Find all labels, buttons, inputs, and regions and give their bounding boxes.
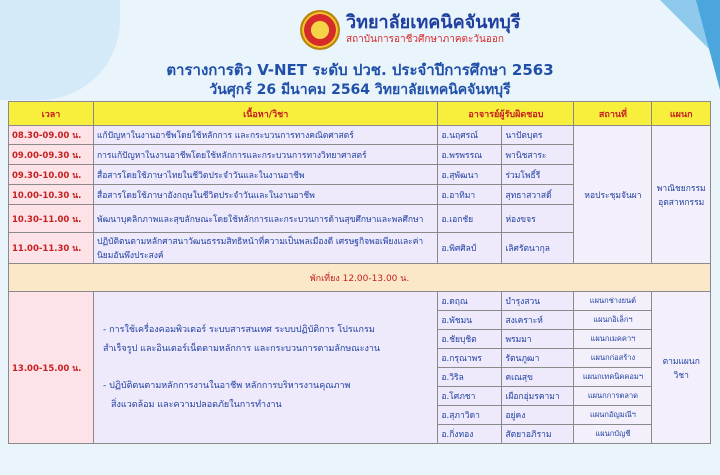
teacher-first-name: อ.พิศศิลป์ <box>438 233 502 264</box>
morning-department-line2: อุตสาหกรรม <box>658 197 705 208</box>
college-seal-icon <box>300 10 340 50</box>
teacher-first-name: อ.สุภาวิดา <box>438 406 502 425</box>
morning-department-line1: พาณิชยกรรม <box>656 183 706 194</box>
time-cell: 09.00-09.30 น. <box>9 145 94 165</box>
time-cell: 11.00-11.30 น. <box>9 233 94 264</box>
teacher-last-name: ห่องขจร <box>502 205 574 233</box>
afternoon-place-cell: แผนกเทคนิคคอมฯ <box>574 368 652 387</box>
teacher-last-name: พานิชสาระ <box>502 145 574 165</box>
subject-cell: พัฒนาบุคลิกภาพและสุขลักษณะโดยใช้หลักการและกระบวนการด้านสุขศึกษาและพลศึกษา <box>94 205 438 233</box>
teacher-first-name: อ.พัชมน <box>438 311 502 330</box>
afternoon-place-cell: แผนกก่อสร้าง <box>574 349 652 368</box>
lunch-row <box>9 264 711 292</box>
teacher-last-name: พรมมา <box>502 330 574 349</box>
time-cell: 08.30-09.00 น. <box>9 126 94 145</box>
teacher-first-name: อ.อาทิมา <box>438 185 502 205</box>
subject-cell: สื่อสารโดยใช้ภาษาอังกฤษในชีวิตประจำวันและในงานอาชีพ <box>94 185 438 205</box>
teacher-first-name: อ.สุพัฒนา <box>438 165 502 185</box>
header-time: เวลา <box>9 102 94 126</box>
table-header-row <box>9 102 711 126</box>
header-teacher: อาจารย์ผู้รับผิดชอบ <box>438 102 574 126</box>
afternoon-place-cell: แผนกเมคคาฯ <box>574 330 652 349</box>
teacher-last-name: ร่วมโพธิ์รี <box>502 165 574 185</box>
teacher-first-name: อ.พรพรรณ <box>438 145 502 165</box>
teacher-last-name: นาปัตบุตร <box>502 126 574 145</box>
afternoon-place-cell: แผนกอัญมณีฯ <box>574 406 652 425</box>
afternoon-place-cell: แผนกการตลาด <box>574 387 652 406</box>
subject-cell: ปฏิบัติตนตามหลักศาสนาวัฒนธรรมสิทธิหน้าที่ความเป็นพลเมืองดี เศรษฐกิจพอเพียงและค่านิยมอันพึงประสงค์ <box>94 233 438 264</box>
afternoon-subject-cell <box>94 292 438 444</box>
teacher-first-name: อ.กรุณาพร <box>438 349 502 368</box>
schedule-table <box>8 101 711 444</box>
header-department: แผนก <box>652 102 711 126</box>
time-cell: 10.30-11.00 น. <box>9 205 94 233</box>
afternoon-subject-b1: - ปฏิบัติตนตามหลักการงานในอาชีพ หลักการบริหารงานคุณภาพ <box>103 380 351 391</box>
teacher-last-name: เลิศรัตนากุล <box>502 233 574 264</box>
afternoon-subject-a2: สำเร็จรูป และอินเตอร์เน็ตตามหลักการ และกระบวนการตามลักษณะงาน <box>103 343 381 354</box>
teacher-first-name: อ.นฤศรณ์ <box>438 126 502 145</box>
teacher-last-name: คเณสุข <box>502 368 574 387</box>
teacher-first-name: อ.โศภชา <box>438 387 502 406</box>
institute-name: สถาบันการอาชีวศึกษาภาคตะวันออก <box>346 34 504 45</box>
teacher-first-name: อ.เอกชัย <box>438 205 502 233</box>
subject-cell: สื่อสารโดยใช้ภาษาไทยในชีวิตประจำวันและในงานอาชีพ <box>94 165 438 185</box>
table-row <box>9 126 711 145</box>
subject-cell: การแก้ปัญหาในงานอาชีพโดยใช้หลักการและกระบวนการทางวิทยาศาสตร์ <box>94 145 438 165</box>
afternoon-time-cell: 13.00-15.00 น. <box>9 292 94 444</box>
schedule-title: ตารางการติว V-NET ระดับ ปวช. ประจำปีการศึกษา 2563 <box>166 61 554 79</box>
lunch-break: พักเที่ยง 12.00-13.00 น. <box>9 264 711 292</box>
subject-cell: แก้ปัญหาในงานอาชีพโดยใช้หลักการ และกระบวนการทางคณิตศาสตร์ <box>94 126 438 145</box>
teacher-last-name: รัตนภูฒา <box>502 349 574 368</box>
teacher-last-name: อยู่คง <box>502 406 574 425</box>
teacher-first-name: อ.วิริล <box>438 368 502 387</box>
college-name: วิทยาลัยเทคนิคจันทบุรี <box>346 12 521 33</box>
schedule-date: วันศุกร์ 26 มีนาคม 2564 วิทยาลัยเทคนิคจันทบุรี <box>209 82 511 98</box>
table-row <box>9 292 711 311</box>
college-header <box>300 8 520 52</box>
teacher-last-name: สงเคราะห์ <box>502 311 574 330</box>
afternoon-subject-b2: สิ่งแวดล้อม และความปลอดภัยในการทำงาน <box>111 399 282 410</box>
time-cell: 09.30-10.00 น. <box>9 165 94 185</box>
morning-department-cell <box>652 126 711 264</box>
teacher-first-name: อ.กิ่งทอง <box>438 425 502 444</box>
teacher-first-name: อ.ชัยบุชิต <box>438 330 502 349</box>
teacher-last-name: เผือกอุ่มรคามา <box>502 387 574 406</box>
teacher-last-name: สุทธาสวาสดิ์ <box>502 185 574 205</box>
afternoon-place-cell: แผนกอิเล็กฯ <box>574 311 652 330</box>
teacher-last-name: สัตยาอภิราม <box>502 425 574 444</box>
afternoon-department-cell: ตามแผนกวิชา <box>652 292 711 444</box>
time-cell: 10.00-10.30 น. <box>9 185 94 205</box>
afternoon-subject-a1: - การใช้เครื่องคอมพิวเตอร์ ระบบสารสนเทศ ระบบปฏิบัติการ โปรแกรม <box>103 324 375 335</box>
teacher-first-name: อ.ดฤณ <box>438 292 502 311</box>
header-subject: เนื้อหา/วิชา <box>94 102 438 126</box>
header-place: สถานที่ <box>574 102 652 126</box>
afternoon-place-cell: แผนกบัญชี <box>574 425 652 444</box>
morning-place-cell: หอประชุมจันผา <box>574 126 652 264</box>
afternoon-place-cell: แผนกช่างยนต์ <box>574 292 652 311</box>
teacher-last-name: บำรุงสวน <box>502 292 574 311</box>
